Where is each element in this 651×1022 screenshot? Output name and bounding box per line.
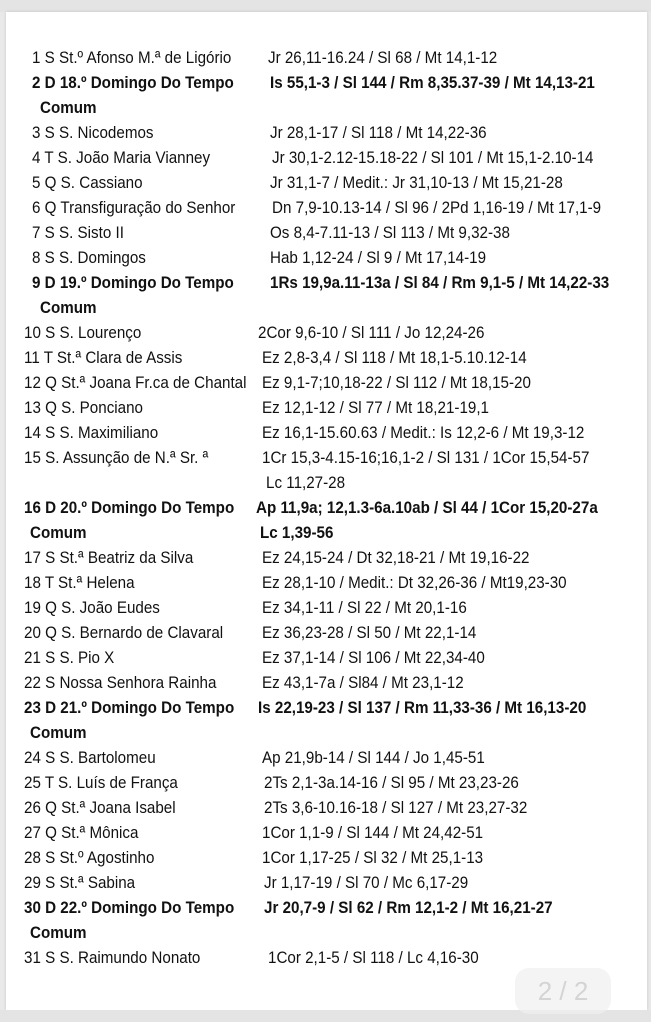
- day-label: 10 S S. Lourenço: [24, 324, 142, 342]
- calendar-entry: [32, 221, 124, 245]
- day-label: 7 S S. Sisto II: [32, 224, 124, 242]
- readings-text: Ez 43,1-7a / Sl84 / Mt 23,1-12: [262, 674, 464, 692]
- readings-text: Ez 12,1-12 / Sl 77 / Mt 18,21-19,1: [262, 399, 489, 417]
- calendar-entry: [32, 171, 143, 195]
- calendar-entry: [24, 571, 135, 595]
- readings-text: 1Cr 15,3-4.15-16;16,1-2 / Sl 131 / 1Cor 15,54-57: [262, 449, 590, 467]
- readings-text: Ap 21,9b-14 / Sl 144 / Jo 1,45-51: [262, 749, 485, 767]
- calendar-entry: [24, 346, 182, 370]
- calendar-entry: [24, 696, 234, 720]
- calendar-entry: [32, 271, 234, 295]
- readings-text: Ez 24,15-24 / Dt 32,18-21 / Mt 19,16-22: [262, 549, 530, 567]
- day-label: 28 S St.º Agostinho: [24, 849, 155, 867]
- day-label: 11 T St.ª Clara de Assis: [24, 349, 183, 367]
- day-label: 20 Q S. Bernardo de Clavaral: [24, 624, 224, 642]
- day-label: 21 S S. Pio X: [24, 649, 115, 667]
- calendar-entry: [24, 621, 223, 645]
- calendar-entry: [24, 396, 143, 420]
- readings-text: Jr 30,1-2.12-15.18-22 / Sl 101 / Mt 15,1-2.10-14: [272, 149, 594, 167]
- calendar-entry: [24, 546, 193, 570]
- label-continuation: Comum: [30, 924, 87, 942]
- label-continuation: Comum: [30, 524, 87, 542]
- day-label: 5 Q S. Cassiano: [32, 174, 143, 192]
- readings-text: 1Cor 2,1-5 / Sl 118 / Lc 4,16-30: [268, 949, 479, 967]
- calendar-entry: [24, 796, 176, 820]
- readings-text: Jr 20,7-9 / Sl 62 / Rm 12,1-2 / Mt 16,21-27: [264, 899, 553, 917]
- calendar-entry: [32, 146, 210, 170]
- readings-text: Os 8,4-7.11-13 / Sl 113 / Mt 9,32-38: [270, 224, 510, 242]
- day-label: 25 T S. Luís de França: [24, 774, 178, 792]
- readings-text: Jr 1,17-19 / Sl 70 / Mc 6,17-29: [264, 874, 469, 892]
- day-label: 23 D 21.º Domingo Do Tempo: [24, 699, 235, 717]
- day-label: 19 Q S. João Eudes: [24, 599, 160, 617]
- day-label: 4 T S. João Maria Vianney: [32, 149, 211, 167]
- day-label: 26 Q St.ª Joana Isabel: [24, 799, 176, 817]
- readings-text: Ez 2,8-3,4 / Sl 118 / Mt 18,1-5.10.12-14: [262, 349, 527, 367]
- calendar-entry: [24, 846, 154, 870]
- readings-text: 1Cor 1,1-9 / Sl 144 / Mt 24,42-51: [262, 824, 484, 842]
- calendar-entry: [24, 946, 200, 970]
- day-label: 9 D 19.º Domingo Do Tempo: [32, 274, 234, 292]
- readings-text: Ap 11,9a; 12,1.3-6a.10ab / Sl 44 / 1Cor 15,20-27a: [256, 499, 598, 517]
- calendar-entry: [24, 496, 234, 520]
- readings-text: Ez 37,1-14 / Sl 106 / Mt 22,34-40: [262, 649, 485, 667]
- day-label: 13 Q S. Ponciano: [24, 399, 143, 417]
- day-label: 14 S S. Maximiliano: [24, 424, 159, 442]
- readings-text: Dn 7,9-10.13-14 / Sl 96 / 2Pd 1,16-19 / Mt 17,1-9: [272, 199, 602, 217]
- readings-text: 2Cor 9,6-10 / Sl 111 / Jo 12,24-26: [258, 324, 485, 342]
- calendar-entry: [24, 371, 246, 395]
- calendar-entry: [24, 321, 141, 345]
- readings-text: Ez 34,1-11 / Sl 22 / Mt 20,1-16: [262, 599, 467, 617]
- readings-text: 1Rs 19,9a.11-13a / Sl 84 / Rm 9,1-5 / Mt 14,22-33: [270, 274, 610, 292]
- day-label: 24 S S. Bartolomeu: [24, 749, 156, 767]
- readings-text: 2Ts 3,6-10.16-18 / Sl 127 / Mt 23,27-32: [264, 799, 528, 817]
- day-label: 31 S S. Raimundo Nonato: [24, 949, 201, 967]
- day-label: 12 Q St.ª Joana Fr.ca de Chantal: [24, 374, 247, 392]
- day-label: 6 Q Transfiguração do Senhor: [32, 199, 236, 217]
- calendar-entry: [24, 746, 156, 770]
- calendar-entry: [24, 446, 208, 470]
- calendar-entry: [24, 646, 114, 670]
- calendar-entry: [24, 596, 160, 620]
- day-label: 8 S S. Domingos: [32, 249, 146, 267]
- day-label: 17 S St.ª Beatriz da Silva: [24, 549, 194, 567]
- calendar-entry: [24, 896, 234, 920]
- page-indicator[interactable]: 2 / 2: [515, 968, 611, 1014]
- label-continuation: Comum: [40, 99, 97, 117]
- day-label: 18 T St.ª Helena: [24, 574, 135, 592]
- calendar-entry: [24, 421, 158, 445]
- calendar-entry: [24, 821, 138, 845]
- readings-text: Ez 16,1-15.60.63 / Medit.: Is 12,2-6 / Mt 19,3-12: [262, 424, 585, 442]
- calendar-entry: [32, 121, 153, 145]
- top-strip: [0, 0, 651, 12]
- calendar-entry: [24, 671, 216, 695]
- day-label: 30 D 22.º Domingo Do Tempo: [24, 899, 235, 917]
- day-label: 16 D 20.º Domingo Do Tempo: [24, 499, 235, 517]
- day-label: 15 S. Assunção de N.ª Sr. ª: [24, 449, 209, 467]
- readings-text: Ez 36,23-28 / Sl 50 / Mt 22,1-14: [262, 624, 477, 642]
- calendar-entry: [32, 46, 231, 70]
- calendar-entry: [32, 246, 146, 270]
- label-continuation: Comum: [40, 299, 97, 317]
- readings-continuation: Lc 1,39-56: [260, 524, 334, 542]
- readings-text: Jr 28,1-17 / Sl 118 / Mt 14,22-36: [270, 124, 487, 142]
- readings-text: 2Ts 2,1-3a.14-16 / Sl 95 / Mt 23,23-26: [264, 774, 519, 792]
- day-label: 2 D 18.º Domingo Do Tempo: [32, 74, 234, 92]
- calendar-entry: [32, 71, 234, 95]
- readings-text: Jr 31,1-7 / Medit.: Jr 31,10-13 / Mt 15,21-28: [270, 174, 563, 192]
- day-label: 22 S Nossa Senhora Rainha: [24, 674, 217, 692]
- calendar-entry: [24, 871, 135, 895]
- readings-text: 1Cor 1,17-25 / Sl 32 / Mt 25,1-13: [262, 849, 484, 867]
- day-label: 27 Q St.ª Mônica: [24, 824, 139, 842]
- readings-text: Ez 9,1-7;10,18-22 / Sl 112 / Mt 18,15-20: [262, 374, 531, 392]
- readings-continuation: Lc 11,27-28: [266, 474, 346, 492]
- day-label: 29 S St.ª Sabina: [24, 874, 136, 892]
- day-label: 1 S St.º Afonso M.ª de Ligório: [32, 49, 232, 67]
- readings-text: Ez 28,1-10 / Medit.: Dt 32,26-36 / Mt19,23-30: [262, 574, 567, 592]
- readings-text: Is 55,1-3 / Sl 144 / Rm 8,35.37-39 / Mt 14,13-21: [270, 74, 595, 92]
- readings-text: Jr 26,11-16.24 / Sl 68 / Mt 14,1-12: [268, 49, 498, 67]
- readings-text: Is 22,19-23 / Sl 137 / Rm 11,33-36 / Mt 16,13-20: [258, 699, 587, 717]
- day-label: 3 S S. Nicodemos: [32, 124, 154, 142]
- calendar-entry: [32, 196, 235, 220]
- readings-text: Hab 1,12-24 / Sl 9 / Mt 17,14-19: [270, 249, 487, 267]
- calendar-entry: [24, 771, 178, 795]
- label-continuation: Comum: [30, 724, 87, 742]
